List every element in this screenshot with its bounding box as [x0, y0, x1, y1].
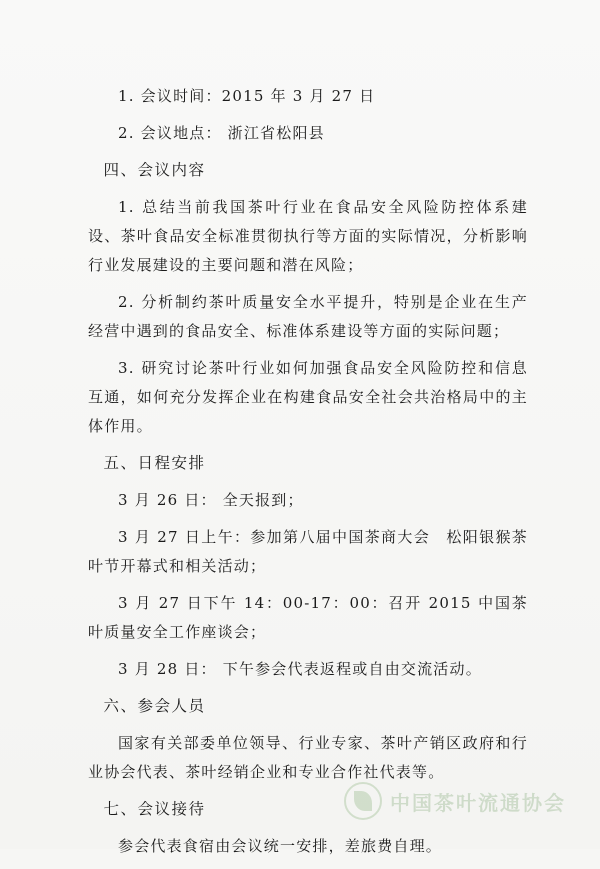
schedule-day-27-morning: 3 月 27 日上午：参加第八届中国茶商大会 松阳银猴茶叶节开幕式和相关活动； — [88, 528, 528, 575]
tea-leaf-icon — [344, 782, 382, 820]
participants-text: 国家有关部委单位领导、行业专家、茶叶产销区政府和行业协会代表、茶叶经销企业和专业合作社代表等。 — [88, 734, 528, 781]
document-body — [88, 82, 528, 869]
section-heading-schedule: 五、日程安排 — [103, 454, 206, 472]
section-heading-meeting-content: 四、会议内容 — [103, 161, 206, 179]
content-item-2: 2. 分析制约茶叶质量安全水平提升，特别是企业在生产经营中遇到的食品安全、标准体系建设等方面的实际问题； — [88, 293, 528, 340]
schedule-day-26: 3 月 26 日： 全天报到； — [118, 491, 304, 509]
watermark-text: 中国茶叶流通协会 — [390, 790, 566, 815]
meeting-time: 1. 会议时间：2015 年 3 月 27 日 — [118, 87, 376, 105]
schedule-day-28: 3 月 28 日： 下午参会代表返程或自由交流活动。 — [118, 660, 482, 678]
reception-text: 参会代表食宿由会议统一安排，差旅费自理。 — [118, 837, 443, 855]
meeting-location: 2. 会议地点： 浙江省松阳县 — [118, 124, 325, 142]
watermark — [344, 782, 566, 820]
section-heading-participants: 六、参会人员 — [103, 697, 206, 715]
section-heading-reception: 七、会议接待 — [103, 800, 206, 818]
schedule-day-27-afternoon: 3 月 27 日下午 14：00-17：00：召开 2015 中国茶叶质量安全工作座谈会； — [88, 594, 528, 641]
content-item-1: 1. 总结当前我国茶叶行业在食品安全风险防控体系建设、茶叶食品安全标准贯彻执行等方面的实际情况，分析影响行业发展建设的主要问题和潜在风险； — [88, 198, 528, 274]
content-item-3: 3. 研究讨论茶叶行业如何加强食品安全风险防控和信息互通，如何充分发挥企业在构建食品安全社会共治格局中的主体作用。 — [88, 359, 528, 435]
